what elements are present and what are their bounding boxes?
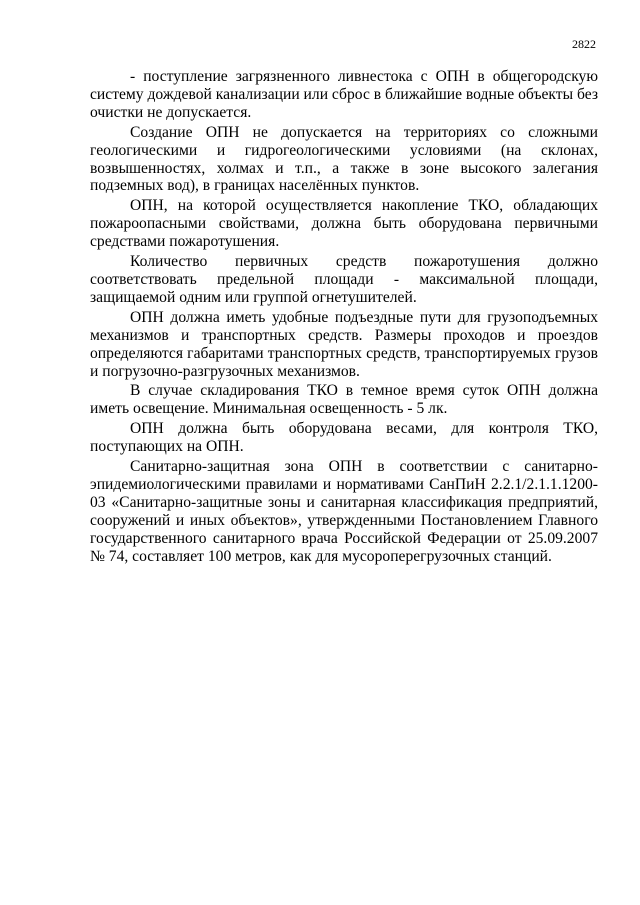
paragraph-scales: ОПН должна быть оборудована весами, для контроля ТКО, поступающих на ОПН. [90, 420, 598, 456]
paragraph-site-restrictions: Создание ОПН не допускается на территориях со сложными геологическими и гидрогеологическими условиями (на склонах, возвышенностях, холмах и т.п., а также в зоне высокого залегания подземных вод), в границах населённых пунктов. [90, 123, 598, 195]
paragraph-access-roads: ОПН должна иметь удобные подъездные пути для грузоподъемных механизмов и транспортных средств. Размеры проходов и проездов определяются габаритами транспортных средств, транспортируемых грузов и погрузочно-разгрузочных механизмов. [90, 308, 598, 380]
document-body [90, 68, 598, 567]
page-number: 2822 [572, 37, 596, 51]
paragraph-sanitary-zone: Санитарно-защитная зона ОПН в соответствии с санитарно-эпидемиологическими правилами и нормативами СанПиН 2.2.1/2.1.1.1200-03 «Санитарно-защитные зоны и санитарная классификация предприятий, сооружений и иных объектов», утвержденными Постановлением Главного государственного санитарного врача Российской Федерации от 25.09.2007 № 74, составляет 100 метров, как для мусороперегрузочных станций. [90, 458, 598, 565]
paragraph-stormwater: - поступление загрязненного ливнестока с ОПН в общегородскую систему дождевой канализации или сброс в ближайшие водные объекты без очистки не допускается. [90, 68, 598, 121]
paragraph-extinguisher-quantity: Количество первичных средств пожаротушения должно соответствовать предельной площади - максимальной площади, защищаемой одним или группой огнетушителей. [90, 253, 598, 306]
paragraph-fire-safety: ОПН, на которой осуществляется накопление ТКО, обладающих пожароопасными свойствами, должна быть оборудована первичными средствами пожаротушения. [90, 197, 598, 251]
paragraph-lighting: В случае складирования ТКО в темное время суток ОПН должна иметь освещение. Минимальная освещенность - 5 лк. [90, 382, 598, 418]
